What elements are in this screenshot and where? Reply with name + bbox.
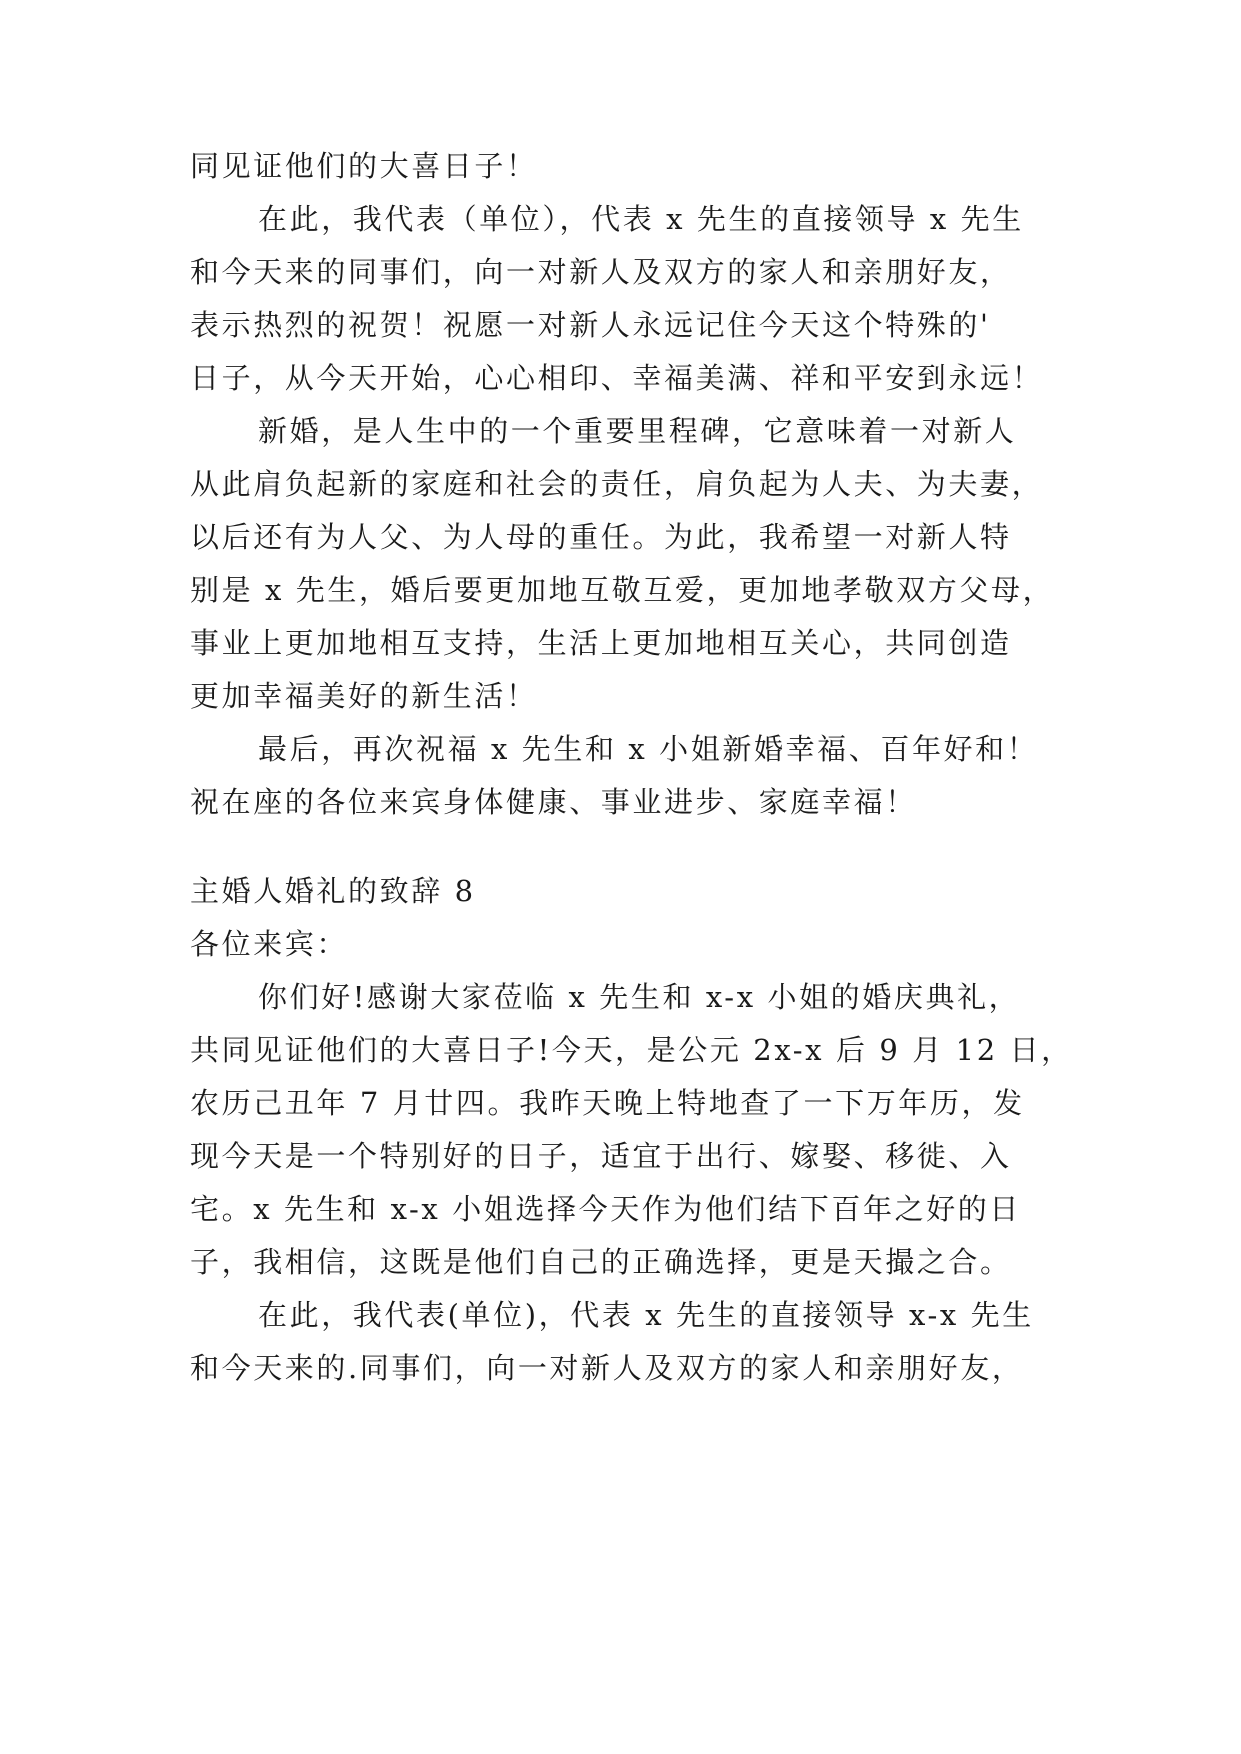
section-heading: 主婚人婚礼的致辞 8 <box>190 874 476 908</box>
paragraph-line: 在此，我代表（单位），代表 x 先生的直接领导 x 先生 <box>258 202 1024 236</box>
paragraph-line: 最后，再次祝福 x 先生和 x 小姐新婚幸福、百年好和！ <box>258 732 1039 766</box>
paragraph-line: 在此，我代表(单位)，代表 x 先生的直接领导 x-x 先生 <box>258 1298 1034 1332</box>
paragraph-line: 和今天来的同事们，向一对新人及双方的家人和亲朋好友， <box>190 255 1012 289</box>
paragraph-line: 更加幸福美好的新生活！ <box>190 679 538 713</box>
paragraph-line: 你们好!感谢大家莅临 x 先生和 x-x 小姐的婚庆典礼， <box>258 980 1021 1014</box>
salutation: 各位来宾： <box>190 927 349 961</box>
paragraph-line: 共同见证他们的大喜日子!今天，是公元 2x-x 后 9 月 12 日， <box>190 1033 1073 1067</box>
paragraph-line: 新婚，是人生中的一个重要里程碑，它意味着一对新人 <box>258 414 1017 448</box>
paragraph-line: 子，我相信，这既是他们自己的正确选择，更是天撮之合。 <box>190 1245 1012 1279</box>
paragraph-line: 同见证他们的大喜日子！ <box>190 149 538 183</box>
paragraph-line: 宅。x 先生和 x-x 小姐选择今天作为他们结下百年之好的日 <box>190 1192 1022 1226</box>
paragraph-line: 日子，从今天开始，心心相印、幸福美满、祥和平安到永远！ <box>190 361 1044 395</box>
paragraph-line: 和今天来的.同事们，向一对新人及双方的家人和亲朋好友， <box>190 1351 1024 1385</box>
paragraph-line: 表示热烈的祝贺！祝愿一对新人永远记住今天这个特殊的' <box>190 308 991 342</box>
paragraph-line: 农历己丑年 7 月廿四。我昨天晚上特地查了一下万年历，发 <box>190 1086 1025 1120</box>
paragraph-line: 事业上更加地相互支持，生活上更加地相互关心，共同创造 <box>190 626 1012 660</box>
paragraph-line: 别是 x 先生，婚后要更加地互敬互爱，更加地孝敬双方父母， <box>190 573 1055 607</box>
paragraph-line: 以后还有为人父、为人母的重任。为此，我希望一对新人特 <box>190 520 1012 554</box>
paragraph-line: 现今天是一个特别好的日子，适宜于出行、嫁娶、移徙、入 <box>190 1139 1012 1173</box>
paragraph-line: 从此肩负起新的家庭和社会的责任，肩负起为人夫、为夫妻， <box>190 467 1044 501</box>
paragraph-line: 祝在座的各位来宾身体健康、事业进步、家庭幸福！ <box>190 785 917 819</box>
